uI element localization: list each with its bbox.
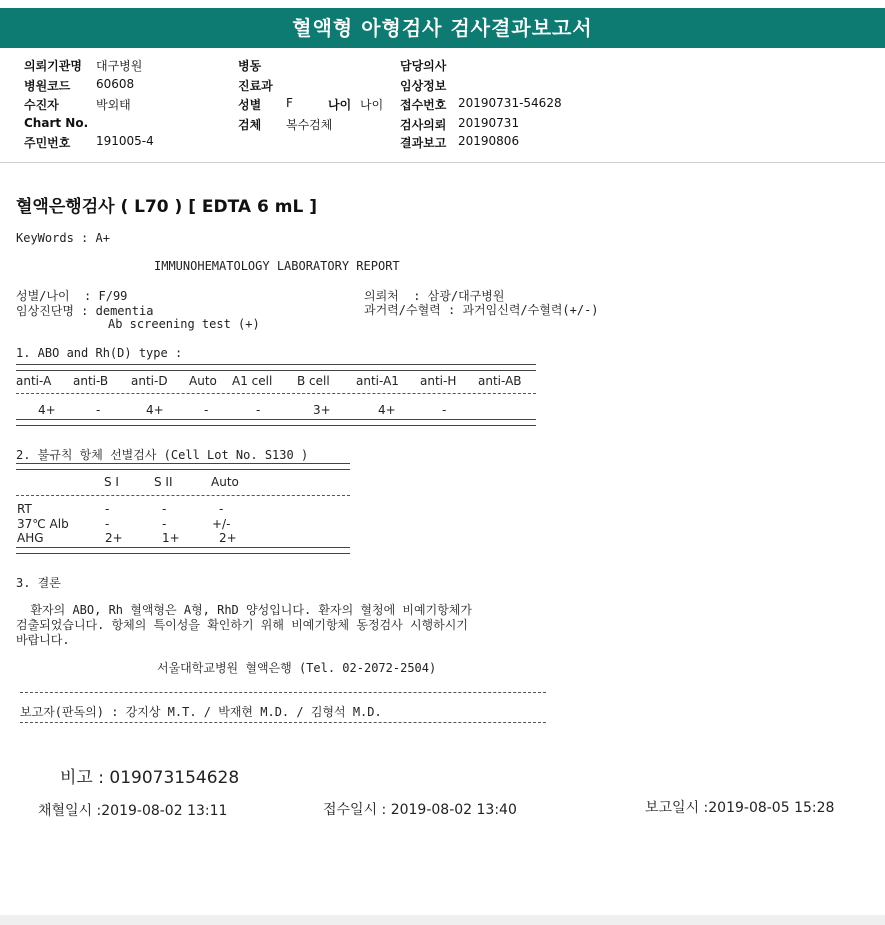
field-label: 검사의뢰 (400, 118, 447, 132)
double-rule (16, 463, 350, 470)
field-label: 임상정보 (400, 79, 447, 93)
screen-row-label: 37℃ Alb (17, 517, 69, 531)
header-field (24, 96, 131, 113)
report-title: 혈액형 아형검사 검사결과보고서 (0, 8, 885, 48)
header-field (24, 116, 88, 130)
history: 과거력/수혈력 : 과거임신력/수혈력(+/-) (364, 303, 599, 317)
double-rule (16, 547, 350, 554)
field-value: 20190806 (458, 134, 520, 148)
header-field (400, 77, 446, 94)
field-label: 담당의사 (400, 59, 447, 73)
abo-value: - (96, 403, 101, 417)
abo-header: anti-A (16, 374, 52, 388)
field-value: 20190731-54628 (458, 96, 562, 110)
screen-value: - (105, 502, 110, 516)
screen-title: 2. 불규칙 항체 선별검사 (Cell Lot No. S130 ) (16, 448, 309, 462)
screen-header: S I (104, 475, 119, 489)
screen-row-label: AHG (17, 531, 44, 545)
requester: 의뢰처 : 삼광/대구병원 (364, 289, 505, 303)
received-datetime: 접수일시 : 2019-08-02 13:40 (323, 802, 517, 818)
header-field (400, 116, 520, 133)
header-field (238, 57, 261, 74)
header-field (24, 77, 135, 94)
keywords: KeyWords : A+ (16, 231, 110, 245)
abo-value: 4+ (38, 403, 56, 417)
header-field (238, 116, 333, 133)
abo-header: Auto (189, 374, 217, 388)
sex-age: 성별/나이 : F/99 (16, 289, 128, 303)
footer-band (0, 915, 885, 925)
abo-title: 1. ABO and Rh(D) type : (16, 346, 183, 360)
abo-header: anti-AB (478, 374, 522, 388)
screen-row-label: RT (17, 502, 32, 516)
conclusion-line: 검출되었습니다. 항체의 특이성을 확인하기 위해 비예기항체 동정검사 시행하시기 (16, 618, 468, 632)
conclusion-line: 바랍니다. (16, 633, 70, 647)
field-label: 검체 (238, 118, 262, 132)
header-field (24, 134, 154, 151)
field-value: 박외태 (96, 98, 131, 112)
field-value: 191005-4 (96, 134, 154, 148)
field-label: 병원코드 (24, 79, 71, 93)
header-field (238, 77, 273, 94)
single-rule (20, 692, 546, 693)
section-title: 혈액은행검사 ( L70 ) [ EDTA 6 mL ] (16, 197, 317, 217)
screen-header: Auto (211, 475, 239, 489)
screen-header: S II (154, 475, 173, 489)
diagnosis-note: Ab screening test (+) (108, 317, 260, 331)
single-rule (16, 393, 536, 394)
single-rule (16, 495, 350, 496)
abo-header: anti-B (73, 374, 109, 388)
screen-value: 2+ (219, 531, 237, 545)
remarks: 비고 : 019073154628 (60, 768, 240, 788)
conclusion-title: 3. 결론 (16, 576, 61, 590)
conclusion-line: 환자의 ABO, Rh 혈액형은 A형, RhD 양성입니다. 환자의 혈청에 비예기항체가 (16, 603, 472, 617)
single-rule (20, 722, 546, 723)
abo-value: - (442, 403, 447, 417)
field-label: 의뢰기관명 (24, 59, 82, 73)
abo-value: - (204, 403, 209, 417)
screen-value: - (162, 517, 167, 531)
field-label: 결과보고 (400, 136, 447, 150)
field-value: 나이 (360, 98, 384, 112)
abo-header: anti-A1 (356, 374, 399, 388)
screen-value: - (105, 517, 110, 531)
lab-report-title: IMMUNOHEMATOLOGY LABORATORY REPORT (154, 259, 400, 273)
reporter: 보고자(판독의) : 강지상 M.T. / 박재현 M.D. / 김형석 M.D. (20, 705, 382, 719)
screen-value: +/- (212, 517, 231, 531)
double-rule (16, 364, 536, 371)
screen-value: - (162, 502, 167, 516)
field-label: Chart No. (24, 116, 89, 130)
collected-datetime: 채혈일시 :2019-08-02 13:11 (38, 803, 228, 819)
field-value: F (286, 96, 293, 110)
field-value: 20190731 (458, 116, 520, 130)
header-field (238, 96, 293, 113)
screen-value: - (219, 502, 224, 516)
field-value: 60608 (96, 77, 135, 91)
field-label: 접수번호 (400, 98, 447, 112)
abo-value: 4+ (146, 403, 164, 417)
diagnosis: 임상진단명 : dementia (16, 304, 154, 318)
institution: 서울대학교병원 혈액은행 (Tel. 02-2072-2504) (157, 661, 437, 675)
header-field (400, 134, 520, 151)
field-label: 병동 (238, 59, 262, 73)
abo-header: anti-D (131, 374, 168, 388)
field-label: 주민번호 (24, 136, 71, 150)
header-field (400, 96, 562, 113)
field-value: 복수검체 (286, 118, 333, 132)
screen-value: 2+ (105, 531, 123, 545)
header-divider (0, 162, 885, 163)
header-field-age (328, 96, 384, 113)
abo-header: A1 cell (232, 374, 273, 388)
header-field (24, 57, 143, 74)
reported-datetime: 보고일시 :2019-08-05 15:28 (645, 800, 835, 816)
abo-value: 3+ (313, 403, 331, 417)
field-label: 나이 (328, 98, 352, 112)
abo-value: - (256, 403, 261, 417)
screen-value: 1+ (162, 531, 180, 545)
abo-value: 4+ (378, 403, 396, 417)
abo-header: B cell (297, 374, 330, 388)
abo-header: anti-H (420, 374, 457, 388)
field-label: 진료과 (238, 79, 273, 93)
field-label: 수진자 (24, 98, 59, 112)
double-rule (16, 419, 536, 426)
field-value: 대구병원 (96, 59, 143, 73)
field-label: 성별 (238, 98, 262, 112)
header-field (400, 57, 446, 74)
